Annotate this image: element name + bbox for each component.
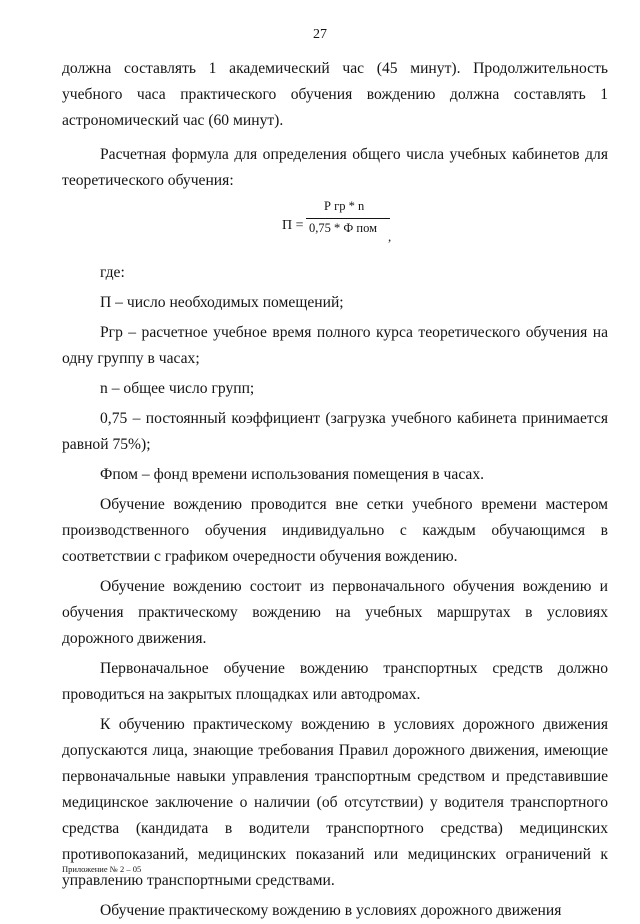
- classroom-count-formula: [62, 194, 608, 260]
- paragraph-where: где:: [100, 264, 125, 281]
- paragraph-road-training: Обучение практическому вождению в условиях дорожного движения: [100, 902, 562, 919]
- paragraph-initial-training: Первоначальное обучение вождению транспортных средств должно проводиться на закрытых площадках или автодромах.: [62, 660, 608, 703]
- paragraph-formula-intro: Расчетная формула для определения общего числа учебных кабинетов для теоретического обучения:: [62, 146, 608, 189]
- definition-pgr: Ргр – расчетное учебное время полного курса теоретического обучения на одну группу в часах;: [62, 324, 608, 367]
- formula-comma: ,: [388, 229, 392, 244]
- definition-p: П – число необходимых помещений;: [100, 294, 344, 311]
- formula-numerator: Р гр * n: [324, 199, 365, 213]
- paragraph-driving-schedule: Обучение вождению проводится вне сетки учебного времени мастером производственного обучения индивидуально с каждым обучающимся в соответствии с графиком очередности обучения вождению.: [62, 496, 608, 565]
- definition-fpom: Фпом – фонд времени использования помещения в часах.: [100, 466, 485, 483]
- paragraph-admission: К обучению практическому вождению в условиях дорожного движения допускаются лица, знающие требования Правил дорожного движения, имеющие первоначальные навыки управления транспортным средством и представившие медицинское заключение о наличии (об отсутствии) у водителя транспортного средства (кандидата в водители транспортного средства) медицинских противопоказаний, медицинских показаний или медицинских ограничений к управлению транспортными средствами.: [62, 716, 608, 889]
- definition-coefficient: 0,75 – постоянный коэффициент (загрузка учебного кабинета принимается равной 75%);: [62, 410, 608, 453]
- definition-n: n – общее число групп;: [100, 380, 255, 397]
- fraction-bar: [306, 218, 390, 219]
- paragraph-driving-stages: Обучение вождению состоит из первоначального обучения вождению и обучения практическому вождению на учебных маршрутах в условиях дорожного движения.: [62, 578, 608, 647]
- document-body: [62, 56, 608, 924]
- footer-appendix-note: Приложение № 2 – 05: [62, 864, 142, 874]
- formula-denominator: 0,75 * Ф пом: [309, 221, 377, 235]
- paragraph-lesson-duration: должна составлять 1 академический час (45 минут). Продолжительность учебного часа практического обучения вождению должна составлять 1 астрономический час (60 минут).: [62, 60, 608, 129]
- formula-lhs: П =: [282, 218, 304, 233]
- page-number: 27: [313, 27, 327, 42]
